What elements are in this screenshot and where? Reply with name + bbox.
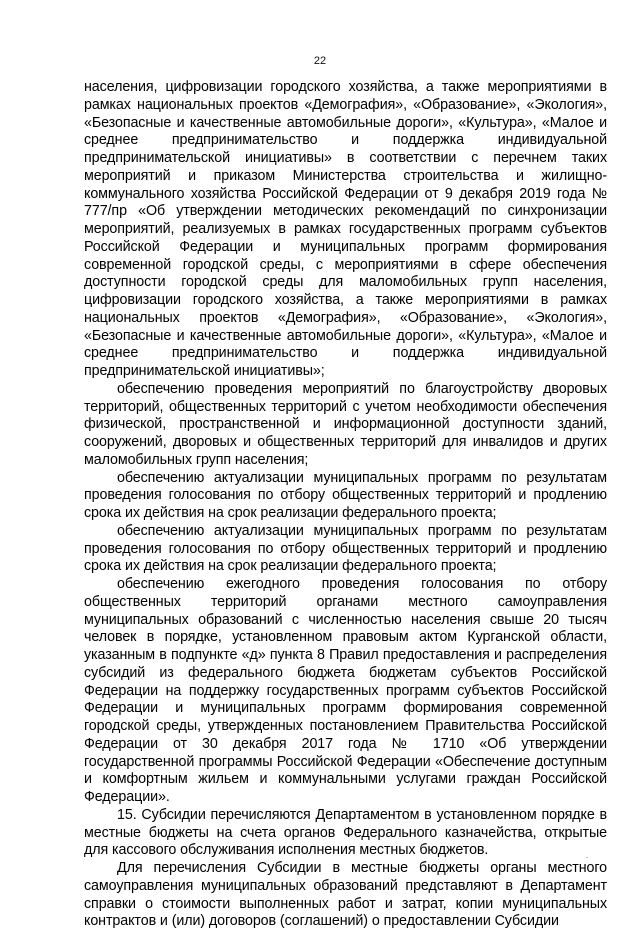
paragraph-continuation: населения, цифровизации городского хозяйства, а также мероприятиями в рамках национальных проектов «Демография», «Образование», «Экология», «Безопасные и качественные автомобильные дороги», «Культура», «Малое и среднее предпринимательство и поддержка индивидуальной предпринимательской инициативы» в соответствии с перечнем таких мероприятий и приказом Министерства строительства и жилищно-коммунального хозяйства Российской Федерации от 9 декабря 2019 года № 777/пр «Об утверждении методических рекомендаций по синхронизации мероприятий, реализуемых в рамках государственных программ субъектов Российской Федерации и муниципальных программ формирования современной городской среды, с мероприятиями в сфере обеспечения доступности городской среды для маломобильных групп населения, цифровизации городского хозяйства, а также мероприятиями в рамках национальных проектов «Демография», «Образование», «Экология», «Безопасные и качественные автомобильные дороги», «Культура», «Малое и среднее предпринимательство и поддержка индивидуальной предпринимательской инициативы»; — [84, 79, 607, 379]
page-number: 22 — [313, 55, 327, 67]
scan-artifact — [586, 857, 588, 858]
paragraph-annual-voting: обеспечению ежегодного проведения голосования по отбору общественных территорий органами местного самоуправления муниципальных образований с численностью населения свыше 20 тысяч человек в порядке, установленном правовым актом Курганской области, указанным в подпункте «д» пункта 8 Правил предоставления и распределения субсидий из федерального бюджета бюджетам субъектов Российской Федерации на поддержку государственных программ субъектов Российской Федерации и муниципальных программ формирования современной городской среды, утвержденных постановлением Правительства Российской Федерации от 30 декабря 2017 года № 1710 «Об утверждении государственной программы Российской Федерации «Обеспечение доступным и комфортным жильем и коммунальными услугами граждан Российской Федерации». — [84, 576, 607, 805]
document-body — [84, 79, 607, 931]
paragraph-accessibility: обеспечению проведения мероприятий по благоустройству дворовых территорий, общественных территорий с учетом необходимости обеспечения физической, пространственной и информационной доступности зданий, сооружений, дворовых и общественных территорий для инвалидов и других маломобильных групп населения; — [84, 380, 607, 468]
paragraph-program-update-1: обеспечению актуализации муниципальных программ по результатам проведения голосования по отбору общественных территорий и продлению срока их действия на срок реализации федерального проекта; — [84, 469, 607, 521]
paragraph-clause-15: 15. Субсидии перечисляются Департаментом в установленном порядке в местные бюджеты на счета органов Федерального казначейства, открытые для кассового обслуживания исполнения местных бюджетов. — [84, 806, 607, 859]
paragraph-subsidy-transfer: Для перечисления Субсидии в местные бюджеты органы местного самоуправления муниципальных образований представляют в Департамент справки о стоимости выполненных работ и затрат, копии муниципальных контрактов и (или) договоров (соглашений) о предоставлении Субсидии — [84, 860, 607, 930]
paragraph-program-update-2: обеспечению актуализации муниципальных программ по результатам проведения голосования по отбору общественных территорий и продлению срока их действия на срок реализации федерального проекта; — [84, 522, 607, 575]
